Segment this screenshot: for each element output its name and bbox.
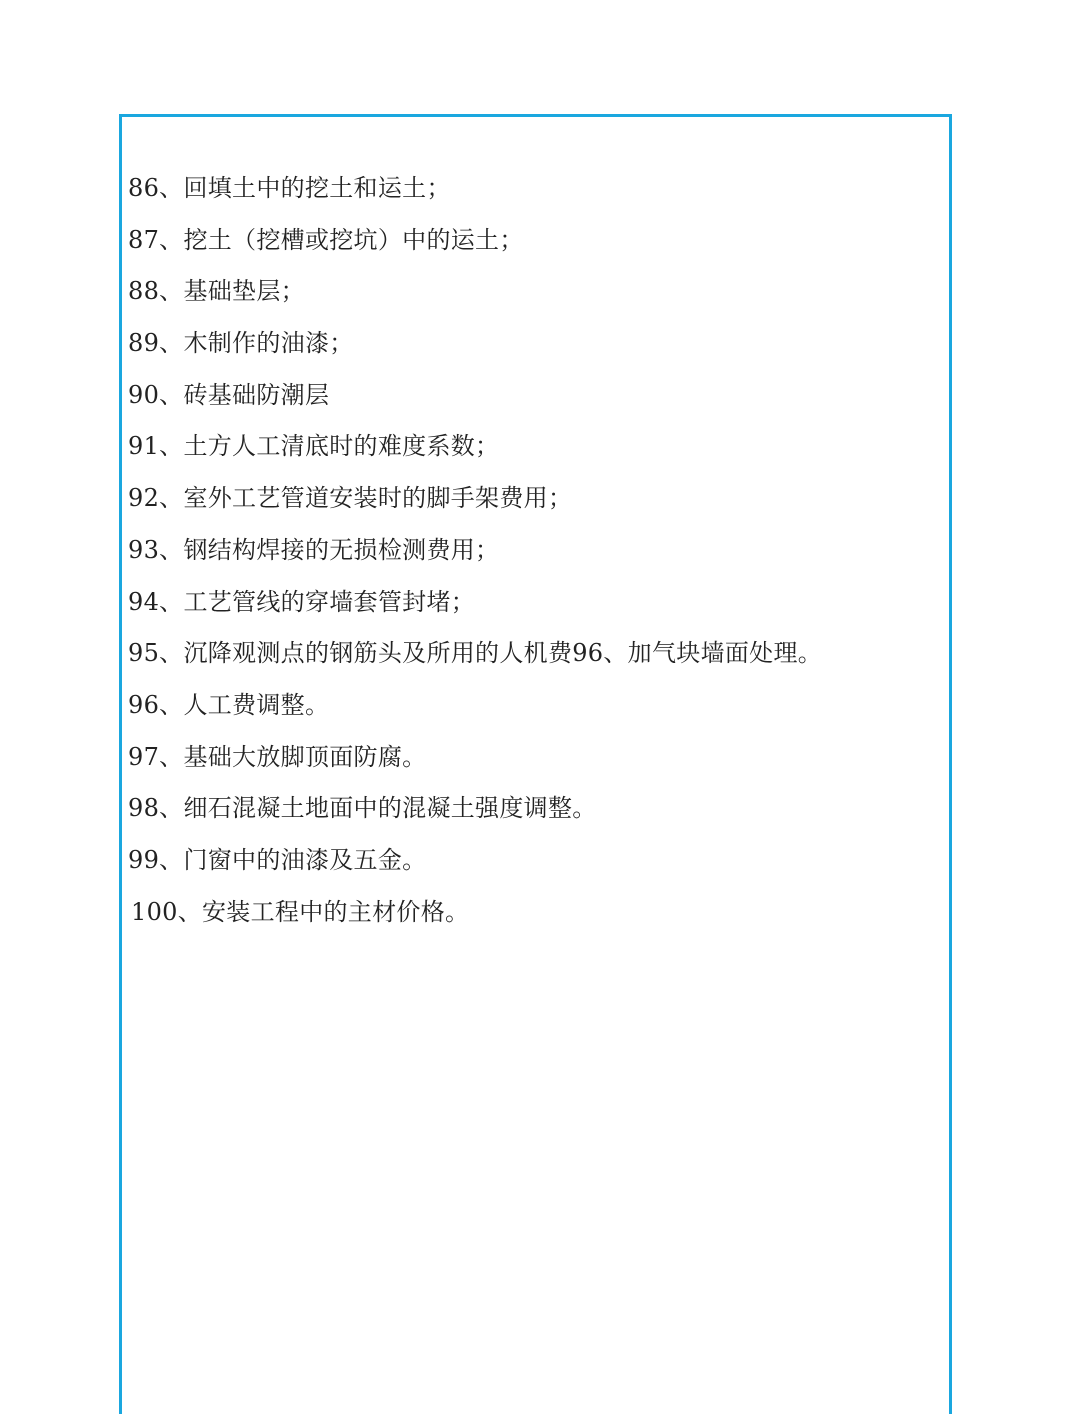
list-item: 96、人工费调整。 xyxy=(128,690,330,719)
list-item: 97、基础大放脚顶面防腐。 xyxy=(128,742,427,771)
list-item: 89、木制作的油漆； xyxy=(128,329,354,358)
list-item: 98、细石混凝土地面中的混凝土强度调整。 xyxy=(128,794,597,823)
list-item: 92、室外工艺管道安装时的脚手架费用； xyxy=(128,484,573,513)
list-item: 87、挖土（挖槽或挖坑）中的运土； xyxy=(128,225,524,254)
list-item: 94、工艺管线的穿墙套管封堵； xyxy=(128,587,476,616)
list-item: 91、土方人工清底时的难度系数； xyxy=(128,432,500,461)
list-item: 95、沉降观测点的钢筋头及所用的人机费96、加气块墙面处理。 xyxy=(128,639,823,668)
item-list xyxy=(128,166,938,941)
list-item: 86、回填土中的挖土和运土； xyxy=(128,174,451,202)
list-item: 90、砖基础防潮层 xyxy=(128,380,330,409)
list-item: 93、钢结构焊接的无损检测费用； xyxy=(128,535,500,564)
list-item: 99、门窗中的油漆及五金。 xyxy=(128,845,427,874)
list-item: 100、安装工程中的主材价格。 xyxy=(131,897,470,926)
list-item: 88、基础垫层； xyxy=(128,277,305,306)
